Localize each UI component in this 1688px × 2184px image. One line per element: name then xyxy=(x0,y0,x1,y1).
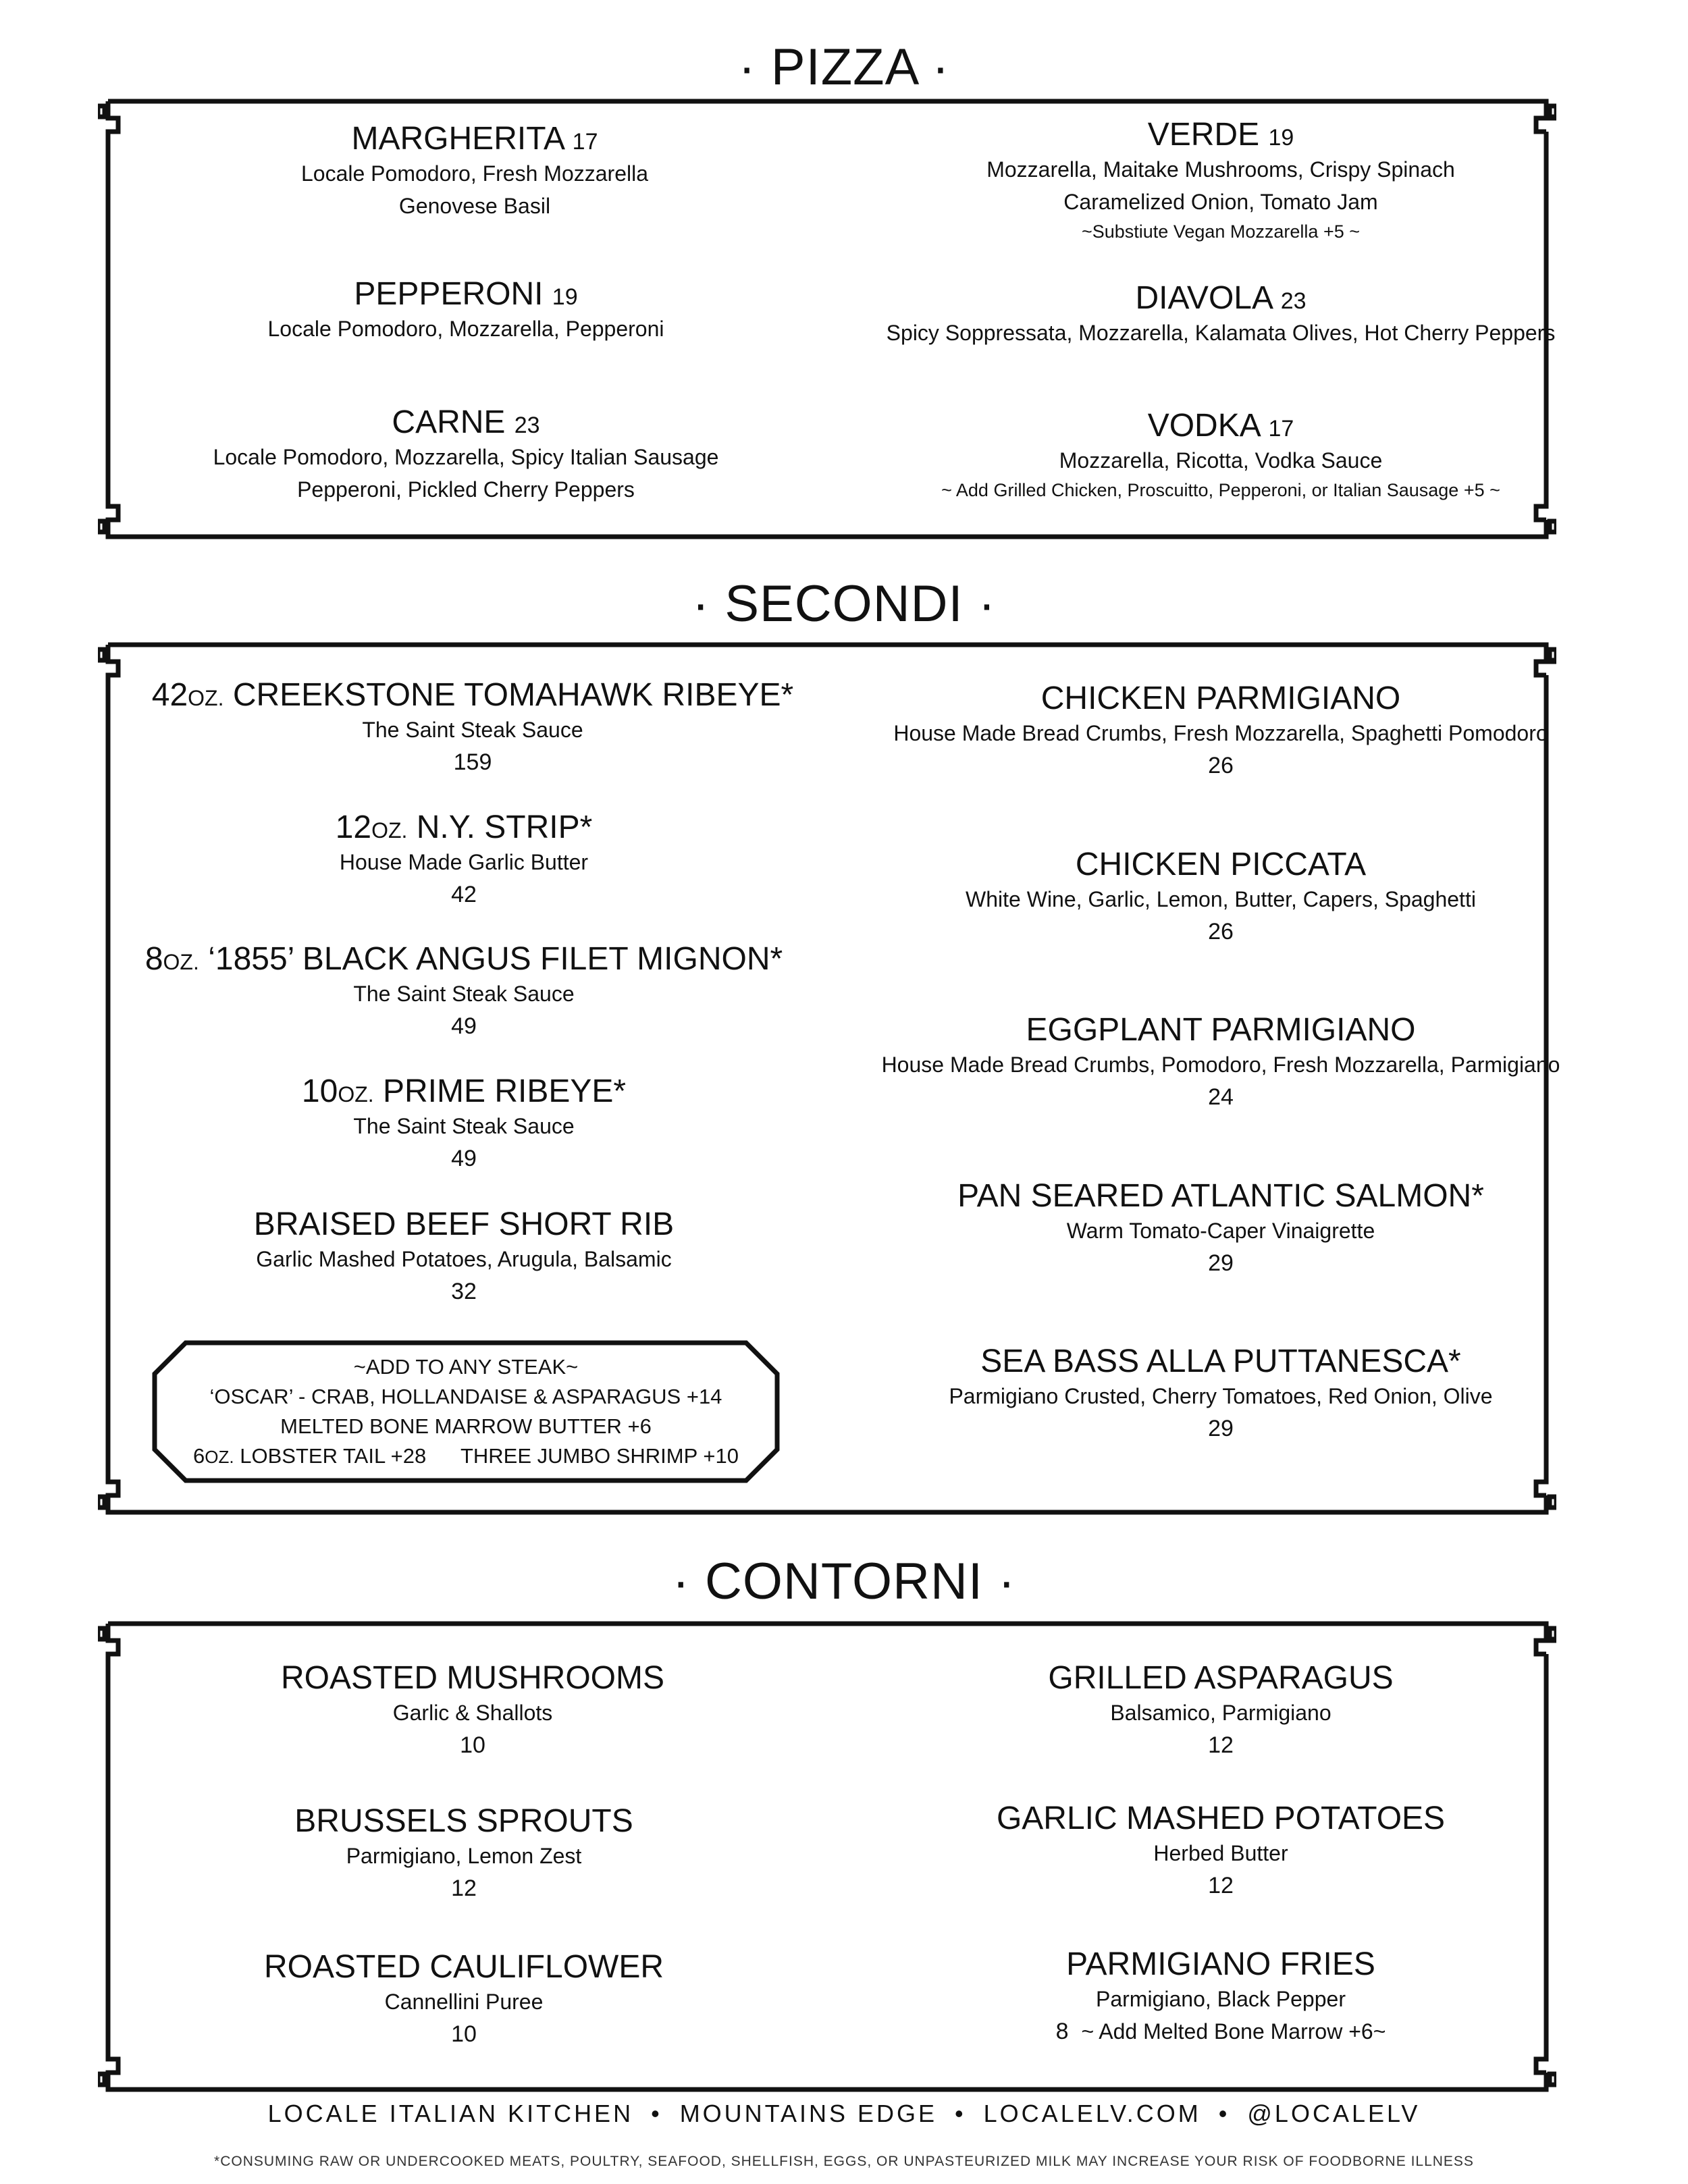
menu-item-prime-ribeye xyxy=(302,1073,626,1175)
bullet-separator: • xyxy=(1218,2100,1230,2127)
item-description: Locale Pomodoro, Mozzarella, Spicy Italian Sausage xyxy=(213,445,719,470)
item-price: 29 xyxy=(1208,1250,1234,1277)
item-name: MARGHERITA xyxy=(351,121,564,157)
item-name: ROASTED MUSHROOMS xyxy=(280,1660,665,1696)
item-name: PARMIGIANO FRIES xyxy=(1066,1946,1375,1982)
item-price: 29 xyxy=(1208,1416,1234,1442)
item-price: 12 xyxy=(1208,1732,1234,1759)
bullet-separator: • xyxy=(955,2100,966,2127)
steak-addons-box xyxy=(152,1340,780,1483)
menu-item-brussels-sprouts xyxy=(294,1803,633,1905)
item-price: 10 xyxy=(451,2021,477,2048)
item-price: 26 xyxy=(1208,919,1234,945)
item-description: Spicy Soppressata, Mozzarella, Kalamata Olives, Hot Cherry Peppers xyxy=(886,321,1556,346)
item-description: White Wine, Garlic, Lemon, Butter, Capers, Spaghetti xyxy=(966,887,1476,912)
item-price: 24 xyxy=(1208,1084,1234,1111)
foodborne-illness-disclaimer: *CONSUMING RAW OR UNDERCOOKED MEATS, POULTRY, SEAFOOD, SHELLFISH, EGGS, OR UNPASTEURIZED MILK MAY INCREASE YOUR RISK OF FOODBORNE ILLNESS xyxy=(214,2154,1474,2169)
item-description: Cannellini Puree xyxy=(384,1990,544,2015)
item-price: 42 xyxy=(451,882,477,908)
item-name: SEA BASS ALLA PUTTANESCA* xyxy=(980,1343,1461,1379)
item-price: 32 xyxy=(451,1279,477,1305)
item-description: Locale Pomodoro, Fresh Mozzarella xyxy=(300,161,649,186)
item-description: Parmigiano, Black Pepper xyxy=(1096,1987,1346,2012)
item-price: 17 xyxy=(1268,416,1294,442)
item-name: PAN SEARED ATLANTIC SALMON* xyxy=(957,1178,1484,1214)
item-description: Herbed Butter xyxy=(1153,1841,1288,1866)
item-name: CHICKEN PICCATA xyxy=(1075,847,1367,882)
item-price: 49 xyxy=(451,1013,477,1040)
item-price: 10 xyxy=(460,1732,485,1759)
item-description: Parmigiano, Lemon Zest xyxy=(346,1844,582,1869)
menu-item-filet-mignon xyxy=(145,940,783,1043)
item-unit: OZ. xyxy=(163,950,199,974)
menu-item-grilled-asparagus xyxy=(1048,1659,1393,1762)
menu-item-chicken-parmigiano xyxy=(893,680,1548,782)
menu-item-pepperoni xyxy=(268,275,664,345)
addon-shrimp: THREE JUMBO SHRIMP +10 xyxy=(460,1444,739,1468)
item-price: 23 xyxy=(1280,288,1307,314)
footer-website: LOCALELV.COM xyxy=(983,2100,1201,2127)
item-description: Pepperoni, Pickled Cherry Peppers xyxy=(297,477,635,502)
item-description: Locale Pomodoro, Mozzarella, Pepperoni xyxy=(267,317,664,342)
item-unit: OZ. xyxy=(371,818,408,843)
bullet-separator: • xyxy=(651,2100,662,2127)
item-name: EGGPLANT PARMIGIANO xyxy=(1026,1012,1416,1048)
item-size: 10 xyxy=(301,1073,338,1109)
footer-restaurant-name: LOCALE ITALIAN KITCHEN xyxy=(267,2100,634,2127)
item-price: 159 xyxy=(453,749,492,776)
item-size: 42 xyxy=(151,677,188,713)
item-note: ~ Add Grilled Chicken, Proscuitto, Pepperoni, or Italian Sausage +5 ~ xyxy=(941,480,1500,501)
item-description: Caramelized Onion, Tomato Jam xyxy=(1063,190,1378,215)
menu-item-vodka xyxy=(941,407,1500,504)
item-price: 19 xyxy=(1268,125,1294,151)
addon-lobster-unit: OZ. xyxy=(205,1447,234,1467)
menu-item-ny-strip xyxy=(336,809,593,911)
item-unit: OZ. xyxy=(188,686,224,710)
item-price: 12 xyxy=(451,1875,477,1902)
item-description: Garlic & Shallots xyxy=(392,1701,553,1726)
menu-item-parmigiano-fries xyxy=(1056,1946,1386,2048)
menu-item-roasted-mushrooms xyxy=(281,1659,664,1762)
footer-location: MOUNTAINS EDGE xyxy=(679,2100,938,2127)
menu-item-verde xyxy=(986,116,1455,246)
item-description: Parmigiano Crusted, Cherry Tomatoes, Red Onion, Olive xyxy=(949,1384,1493,1409)
menu-item-roasted-cauliflower xyxy=(264,1948,664,2051)
contorni-section-title: · CONTORNI · xyxy=(672,1553,1016,1610)
item-description: The Saint Steak Sauce xyxy=(353,982,575,1007)
menu-item-margherita xyxy=(301,120,648,222)
addon-lobster: LOBSTER TAIL +28 xyxy=(240,1444,427,1468)
footer-social-handle: @LOCALELV xyxy=(1247,2100,1421,2127)
item-name: ‘1855’ BLACK ANGUS FILET MIGNON* xyxy=(208,941,783,977)
item-description: Genovese Basil xyxy=(398,194,551,219)
menu-item-diavola xyxy=(887,279,1556,349)
item-description: House Made Garlic Butter xyxy=(339,850,589,875)
item-name: VODKA xyxy=(1147,408,1260,444)
addon-bone-marrow: MELTED BONE MARROW BUTTER +6 xyxy=(280,1414,652,1438)
item-description: The Saint Steak Sauce xyxy=(362,718,583,743)
item-description: Balsamico, Parmigiano xyxy=(1110,1701,1331,1726)
item-price: 49 xyxy=(451,1146,477,1172)
item-size: 8 xyxy=(144,941,163,977)
item-name: CARNE xyxy=(392,404,506,440)
item-name: BRUSSELS SPROUTS xyxy=(294,1803,633,1839)
item-description: Warm Tomato-Caper Vinaigrette xyxy=(1066,1219,1375,1244)
item-unit: OZ. xyxy=(338,1082,374,1107)
item-size: 12 xyxy=(335,809,372,845)
item-description: House Made Bread Crumbs, Fresh Mozzarella, Spaghetti Pomodoro xyxy=(893,721,1548,746)
item-description: The Saint Steak Sauce xyxy=(353,1114,575,1139)
addon-oscar: ‘OSCAR’ - CRAB, HOLLANDAISE & ASPARAGUS +14 xyxy=(209,1385,722,1408)
menu-item-carne xyxy=(213,404,719,506)
menu-item-salmon xyxy=(957,1177,1484,1280)
item-name: CREEKSTONE TOMAHAWK RIBEYE* xyxy=(232,677,794,713)
item-name: VERDE xyxy=(1147,117,1260,153)
item-price: 8 xyxy=(1055,2019,1069,2045)
item-name: BRAISED BEEF SHORT RIB xyxy=(253,1206,675,1242)
item-name: DIAVOLA xyxy=(1135,280,1272,316)
item-name: GARLIC MASHED POTATOES xyxy=(996,1801,1446,1836)
menu-item-sea-bass xyxy=(949,1343,1492,1445)
menu-item-garlic-mashed-potatoes xyxy=(997,1800,1445,1902)
item-price: 17 xyxy=(572,129,598,155)
secondi-section-title: · SECONDI · xyxy=(691,575,997,633)
item-name: CHICKEN PARMIGIANO xyxy=(1040,681,1401,716)
item-price: 26 xyxy=(1208,753,1234,779)
item-price: 19 xyxy=(552,284,578,310)
item-name: N.Y. STRIP* xyxy=(416,809,593,845)
item-description: House Made Bread Crumbs, Pomodoro, Fresh Mozzarella, Parmigiano xyxy=(881,1053,1560,1077)
item-price: 23 xyxy=(514,412,540,438)
item-name: PEPPERONI xyxy=(354,276,544,312)
menu-item-eggplant-parmigiano xyxy=(882,1011,1560,1114)
menu-item-tomahawk xyxy=(152,676,793,779)
footer-restaurant-info xyxy=(0,2100,1688,2128)
item-description: Garlic Mashed Potatoes, Arugula, Balsamic xyxy=(256,1247,672,1272)
pizza-section-title: · PIZZA · xyxy=(738,38,950,96)
item-description: Mozzarella, Ricotta, Vodka Sauce xyxy=(1059,448,1383,473)
addon-lobster-size: 6 xyxy=(193,1444,205,1468)
item-description: Mozzarella, Maitake Mushrooms, Crispy Spinach xyxy=(986,157,1455,182)
item-name: ROASTED CAULIFLOWER xyxy=(263,1949,664,1985)
addons-heading: ~ADD TO ANY STEAK~ xyxy=(353,1355,579,1379)
item-name: PRIME RIBEYE* xyxy=(382,1073,627,1109)
menu-item-short-rib xyxy=(254,1206,674,1308)
item-name: GRILLED ASPARAGUS xyxy=(1048,1660,1394,1696)
menu-item-chicken-piccata xyxy=(966,846,1476,949)
item-note: ~Substiute Vegan Mozzarella +5 ~ xyxy=(1081,221,1361,242)
item-price: 12 xyxy=(1208,1873,1234,1899)
item-note: ~ Add Melted Bone Marrow +6~ xyxy=(1081,2019,1386,2044)
